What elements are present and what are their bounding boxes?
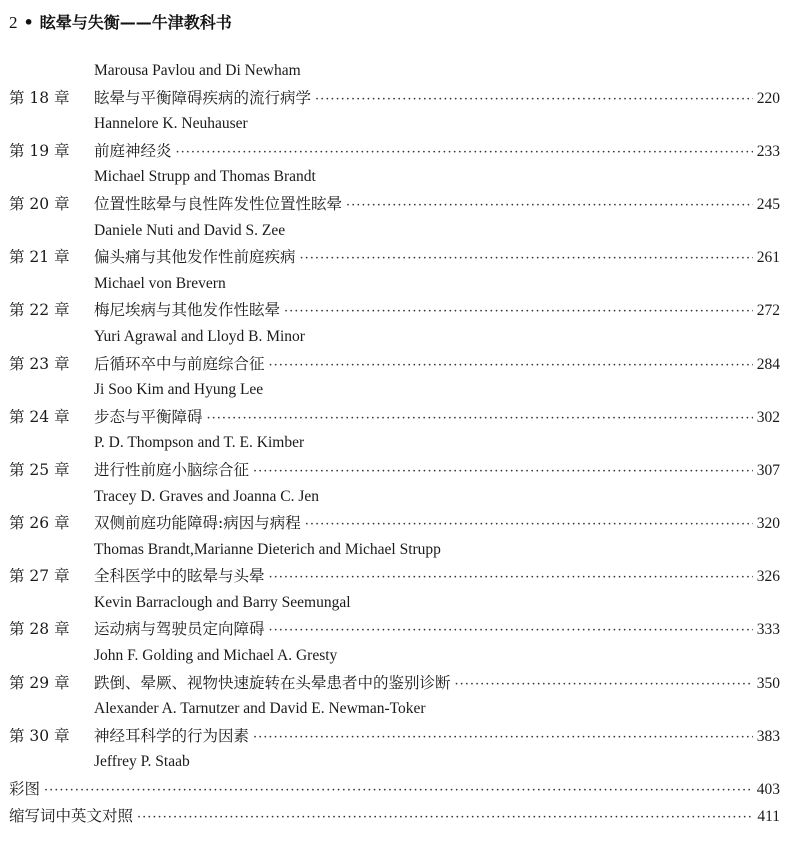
toc-entry[interactable] — [0, 191, 790, 218]
book-title: 眩晕与失衡——牛津教科书 — [39, 13, 232, 32]
toc-chapter-title: 步态与平衡障碍 — [94, 407, 203, 426]
toc-author-line: Kevin Barraclough and Barry Seemungal — [94, 593, 351, 611]
toc-author-line: Ji Soo Kim and Hyung Lee — [94, 381, 264, 399]
toc-entry[interactable] — [0, 510, 790, 537]
toc-page-number: 411 — [757, 807, 780, 825]
toc-chapter-title: 眩晕与平衡障碍疾病的流行病学 — [94, 88, 312, 107]
toc-chapter-number: 第 21 章 — [9, 248, 70, 267]
toc-dot-leader — [346, 193, 753, 220]
toc-author-line: Daniele Nuti and David S. Zee — [94, 221, 286, 239]
toc-entry[interactable] — [0, 457, 790, 484]
toc-chapter-title: 前庭神经炎 — [94, 141, 172, 160]
toc-chapter-title: 偏头痛与其他发作性前庭疾病 — [94, 248, 296, 267]
toc-page-number: 220 — [756, 89, 780, 107]
toc-entry[interactable] — [0, 244, 790, 271]
toc-page-number: 333 — [756, 621, 780, 639]
toc-page-number: 261 — [756, 249, 780, 267]
toc-chapter-number: 第 29 章 — [9, 673, 70, 692]
toc-dot-leader — [253, 459, 753, 486]
toc-author-line: Marousa Pavlou and Di Newham — [94, 62, 301, 79]
toc-chapter-number: 第 24 章 — [9, 407, 70, 426]
toc-dot-leader — [176, 140, 753, 167]
toc-chapter-title: 进行性前庭小脑综合征 — [94, 460, 250, 479]
toc-page-number: 383 — [756, 727, 780, 745]
toc-page-number: 233 — [756, 142, 780, 160]
toc-chapter-number: 第 22 章 — [9, 301, 70, 320]
toc-author-line: Yuri Agrawal and Lloyd B. Minor — [94, 327, 305, 345]
toc-author-line: John F. Golding and Michael A. Gresty — [94, 647, 338, 665]
toc-chapter-title: 梅尼埃病与其他发作性眩晕 — [94, 301, 281, 320]
toc-page-number: 403 — [756, 781, 780, 799]
toc-author-line: Michael von Brevern — [94, 274, 226, 292]
page-number: 2 — [9, 13, 18, 32]
toc-dot-leader — [284, 299, 753, 326]
toc-dot-leader — [269, 565, 753, 592]
toc-entry[interactable] — [0, 85, 790, 112]
toc-dot-leader — [305, 512, 753, 539]
toc-chapter-title: 全科医学中的眩晕与头晕 — [94, 567, 265, 586]
toc-author-line: Hannelore K. Neuhauser — [94, 115, 248, 133]
toc-page-number: 326 — [756, 568, 780, 586]
toc-chapter-number: 第 25 章 — [9, 460, 70, 479]
toc-chapter-title: 彩图 — [9, 780, 41, 799]
toc-page-number: 320 — [756, 515, 780, 533]
toc-dot-leader — [315, 87, 753, 114]
toc-entry[interactable] — [0, 616, 790, 643]
toc-dot-leader — [253, 725, 753, 752]
toc-dot-leader — [44, 778, 753, 805]
toc-author-line: Thomas Brandt,Marianne Dieterich and Michael Strupp — [94, 540, 441, 558]
toc-page-number: 302 — [756, 408, 780, 426]
running-header — [9, 10, 232, 33]
toc-dot-leader — [269, 618, 753, 645]
toc-entry[interactable] — [0, 138, 790, 165]
toc-chapter-title: 后循环卒中与前庭综合征 — [94, 354, 265, 373]
toc-chapter-title: 跌倒、晕厥、视物快速旋转在头晕患者中的鉴别诊断 — [94, 673, 451, 692]
table-of-contents — [0, 58, 790, 829]
toc-dot-leader — [269, 353, 753, 380]
toc-entry[interactable] — [0, 723, 790, 750]
toc-author-line: Jeffrey P. Staab — [94, 753, 190, 771]
toc-chapter-title: 双侧前庭功能障碍:病因与病程 — [94, 514, 301, 533]
toc-chapter-title: 运动病与驾驶员定向障碍 — [94, 620, 265, 639]
toc-chapter-number: 第 30 章 — [9, 726, 70, 745]
toc-chapter-number: 第 26 章 — [9, 514, 70, 533]
toc-chapter-number: 第 28 章 — [9, 620, 70, 639]
toc-chapter-number: 第 27 章 — [9, 567, 70, 586]
toc-page-number: 307 — [756, 461, 780, 479]
toc-page-number: 245 — [756, 195, 780, 213]
toc-page-number: 272 — [756, 302, 780, 320]
toc-chapter-title: 缩写词中英文对照 — [9, 806, 134, 825]
toc-entry[interactable] — [0, 297, 790, 324]
toc-entry[interactable] — [0, 404, 790, 431]
toc-entry[interactable] — [0, 776, 790, 803]
toc-chapter-title: 位置性眩晕与良性阵发性位置性眩晕 — [94, 194, 343, 213]
toc-page-number: 350 — [756, 674, 780, 692]
toc-dot-leader — [300, 246, 753, 273]
toc-dot-leader — [207, 406, 753, 433]
toc-dot-leader — [137, 805, 753, 832]
toc-chapter-title: 神经耳科学的行为因素 — [94, 726, 250, 745]
toc-entry[interactable] — [0, 670, 790, 697]
toc-entry[interactable] — [0, 803, 790, 830]
toc-chapter-number: 第 23 章 — [9, 354, 70, 373]
toc-page-number: 284 — [756, 355, 780, 373]
toc-author-line: Alexander A. Tarnutzer and David E. Newman-Toker — [94, 700, 426, 718]
toc-dot-leader — [455, 672, 753, 699]
toc-author-line: Michael Strupp and Thomas Brandt — [94, 168, 316, 186]
toc-chapter-number: 第 20 章 — [9, 194, 70, 213]
header-separator: • — [23, 13, 34, 32]
toc-chapter-number: 第 19 章 — [9, 141, 70, 160]
toc-author-line: P. D. Thompson and T. E. Kimber — [94, 434, 305, 452]
toc-chapter-number: 第 18 章 — [9, 88, 70, 107]
toc-entry[interactable] — [0, 563, 790, 590]
toc-author-line: Tracey D. Graves and Joanna C. Jen — [94, 487, 319, 505]
toc-entry[interactable] — [0, 351, 790, 378]
